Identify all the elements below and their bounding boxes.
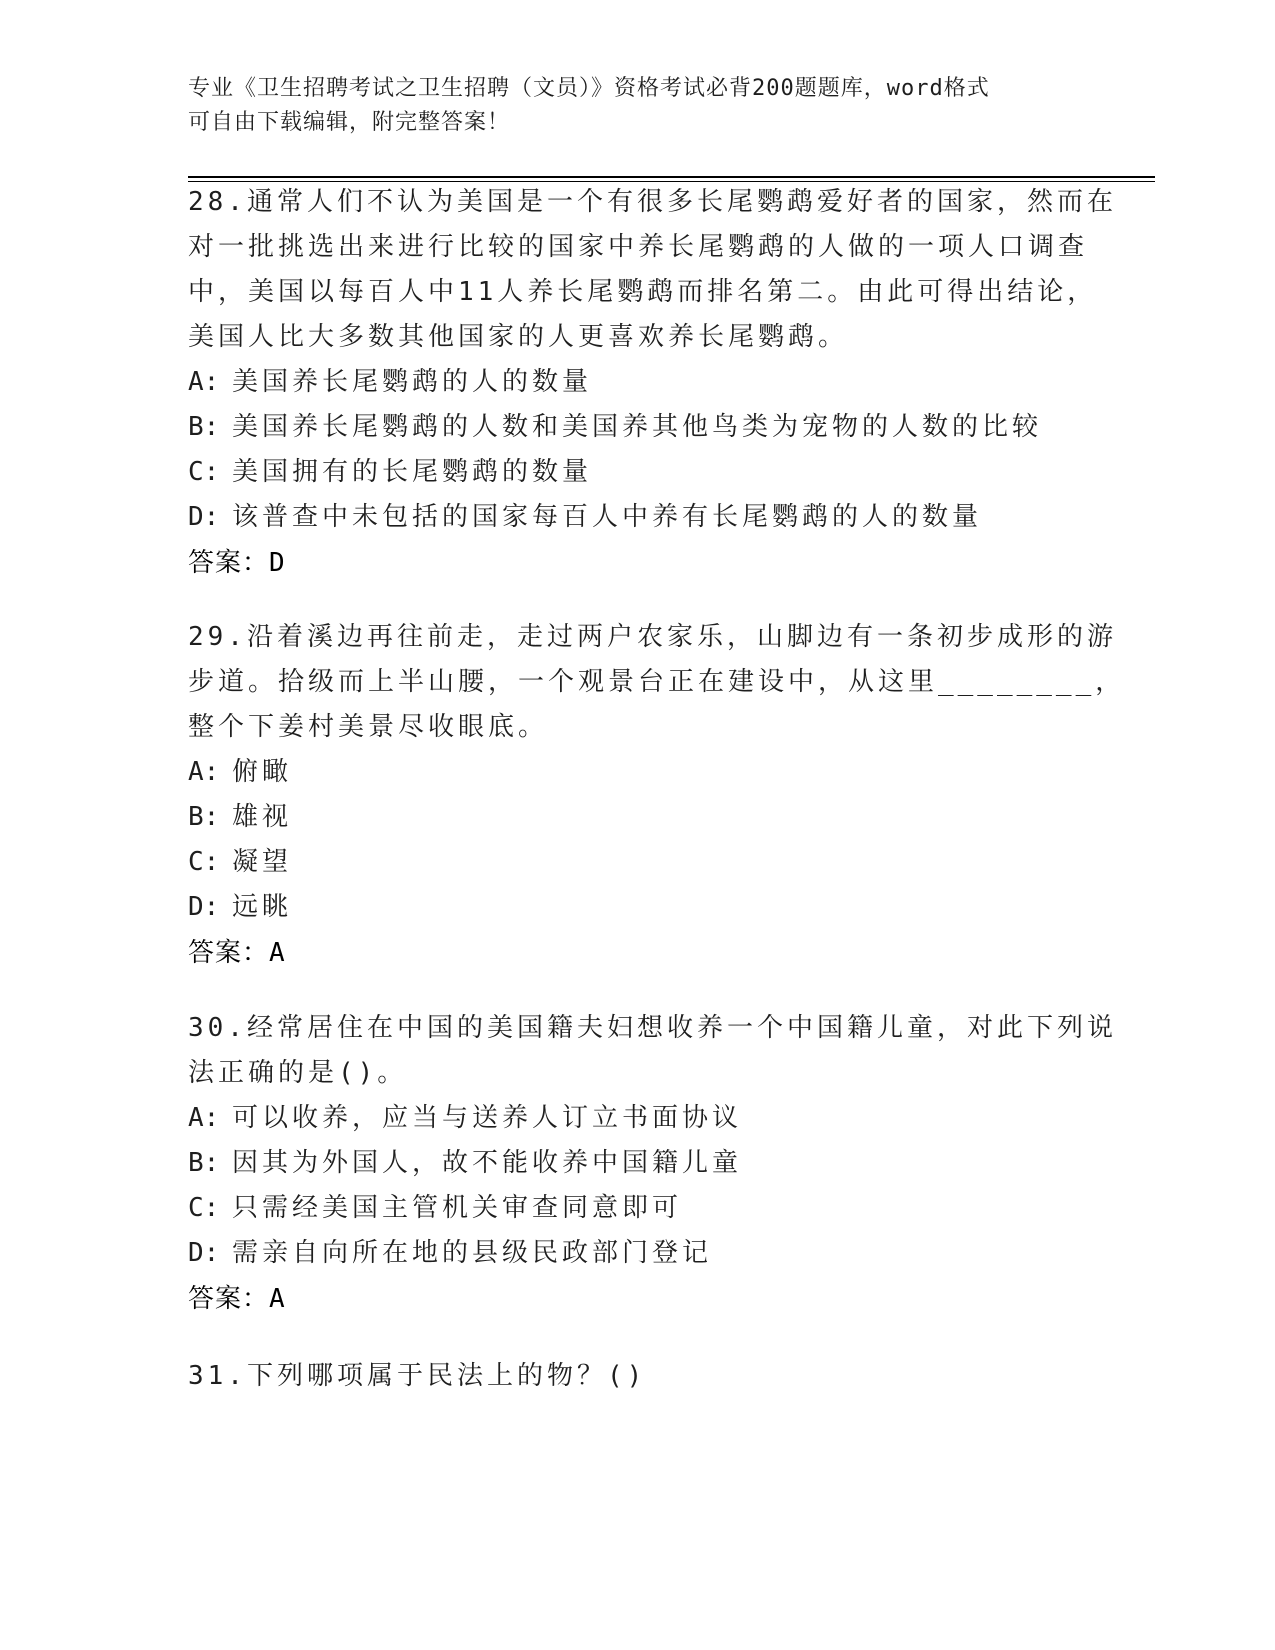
option-text: 该普查中未包括的国家每百人中养有长尾鹦鹉的人的数量 (232, 502, 983, 532)
option-letter: A: (188, 1103, 220, 1133)
option-a (188, 750, 1088, 795)
option-c (188, 840, 1088, 885)
option-text: 需亲自向所在地的县级民政部门登记 (232, 1238, 713, 1268)
option-text: 俯瞰 (232, 757, 293, 787)
option-b (188, 795, 1088, 840)
question-28 (188, 180, 1117, 586)
option-letter: B: (188, 412, 220, 442)
option-text: 美国拥有的长尾鹦鹉的数量 (232, 457, 593, 487)
option-a (188, 360, 1088, 405)
option-text: 因其为外国人，故不能收养中国籍儿童 (232, 1148, 743, 1178)
answer-line (188, 930, 1088, 976)
option-letter: C: (188, 457, 220, 487)
option-text: 远眺 (232, 892, 293, 922)
question-stem (188, 615, 1126, 750)
stem-line: 整个下姜村美景尽收眼底。 (188, 712, 549, 742)
stem-line: 31.下列哪项属于民法上的物？() (188, 1361, 647, 1391)
stem-line: 中，美国以每百人中11人养长尾鹦鹉而排名第二。由此可得出结论， (188, 277, 1098, 307)
option-letter: C: (188, 1193, 220, 1223)
option-letter: A: (188, 367, 220, 397)
question-31 (188, 1354, 1088, 1399)
question-stem (188, 180, 1117, 360)
stem-line: 30.经常居住在中国的美国籍夫妇想收养一个中国籍儿童，对此下列说 (188, 1013, 1117, 1043)
option-c (188, 450, 1088, 495)
option-a (188, 1096, 1088, 1141)
option-text: 凝望 (232, 847, 293, 877)
option-b (188, 405, 1088, 450)
stem-line: 29.沿着溪边再往前走，走过两户农家乐，山脚边有一条初步成形的游 (188, 622, 1117, 652)
document-header (188, 72, 1078, 140)
option-d (188, 885, 1088, 930)
answer-line (188, 1276, 1088, 1322)
option-letter: D: (188, 1238, 220, 1268)
header-line-2: 可自由下载编辑，附完整答案！ (188, 110, 511, 135)
option-letter: A: (188, 757, 220, 787)
option-c (188, 1186, 1088, 1231)
option-letter: D: (188, 892, 220, 922)
option-text: 只需经美国主管机关审查同意即可 (232, 1193, 683, 1223)
answer-label: 答案： (188, 548, 270, 578)
option-letter: C: (188, 847, 220, 877)
question-29 (188, 615, 1126, 976)
header-divider-thick (188, 176, 1155, 178)
option-letter: D: (188, 502, 220, 532)
question-stem (188, 1354, 1088, 1399)
option-text: 可以收养，应当与送养人订立书面协议 (232, 1103, 743, 1133)
option-letter: B: (188, 1148, 220, 1178)
option-b (188, 1141, 1088, 1186)
option-letter: B: (188, 802, 220, 832)
answer-line (188, 540, 1088, 586)
header-line-1: 专业《卫生招聘考试之卫生招聘（文员）》资格考试必背200题题库，word格式 (188, 76, 990, 101)
stem-line: 步道。拾级而上半山腰，一个观景台正在建设中，从这里________， (188, 667, 1126, 697)
option-d (188, 1231, 1088, 1276)
answer-value: A (269, 1284, 286, 1314)
stem-line: 法正确的是()。 (188, 1058, 408, 1088)
option-text: 雄视 (232, 802, 293, 832)
answer-value: A (269, 938, 286, 968)
question-30 (188, 1006, 1117, 1322)
option-d (188, 495, 1088, 540)
stem-line: 美国人比大多数其他国家的人更喜欢养长尾鹦鹉。 (188, 322, 849, 352)
option-text: 美国养长尾鹦鹉的人的数量 (232, 367, 593, 397)
answer-value: D (269, 548, 286, 578)
stem-line: 28.通常人们不认为美国是一个有很多长尾鹦鹉爱好者的国家，然而在 (188, 187, 1117, 217)
stem-line: 对一批挑选出来进行比较的国家中养长尾鹦鹉的人做的一项人口调查 (188, 232, 1089, 262)
question-stem (188, 1006, 1117, 1096)
answer-label: 答案： (188, 1284, 270, 1314)
answer-label: 答案： (188, 938, 270, 968)
option-text: 美国养长尾鹦鹉的人数和美国养其他鸟类为宠物的人数的比较 (232, 412, 1043, 442)
